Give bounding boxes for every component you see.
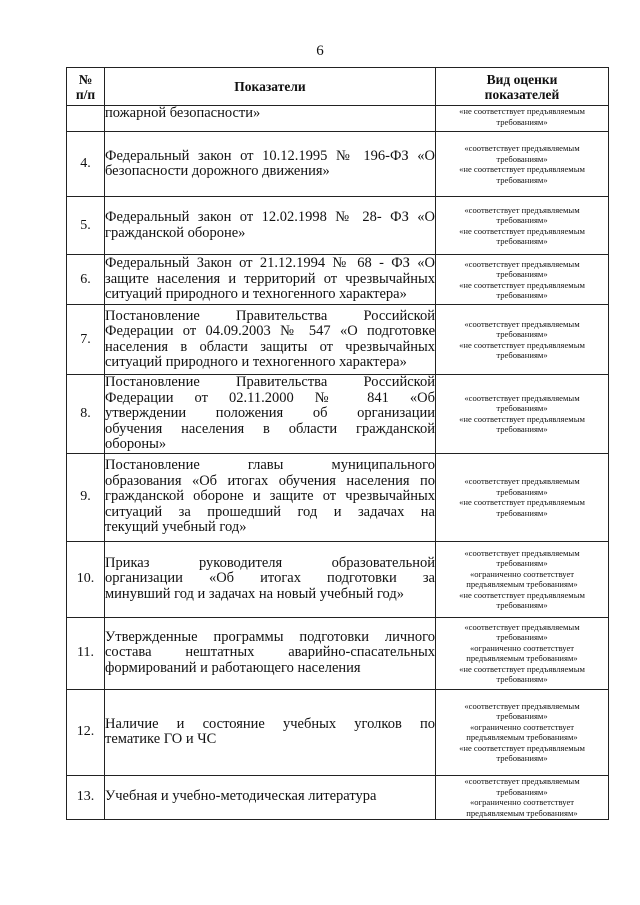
evaluation-text-line: требованиям»	[496, 507, 548, 518]
indicator-text-line: ситуаций природного и техногенного характера»	[105, 354, 407, 370]
indicator-text-line: Федеральный закон от 12.02.1998 № 28- ФЗ «О	[105, 209, 435, 225]
table-row	[67, 197, 609, 255]
indicator-cell	[105, 132, 436, 197]
indicator-text-line: организации «Об итогах подготовки за	[105, 570, 435, 587]
evaluation-text-line: требованиям»	[496, 424, 548, 435]
indicator-cell	[105, 197, 436, 255]
row-number: 4.	[67, 132, 105, 197]
table-row	[67, 775, 609, 819]
evaluation-text-line: «соответствует предъявляемым	[464, 700, 580, 711]
indicator-text-line: текущий учебный год»	[105, 519, 247, 536]
indicator-text-line: ситуаций за прошедший год и задачах на	[105, 503, 435, 520]
row-number: 12.	[67, 689, 105, 775]
evaluation-text-line: «не соответствует предъявляемым	[459, 164, 585, 174]
evaluation-text-line: предъявляемым требованиям»	[466, 579, 578, 589]
indicator-text-line: пожарной безопасности»	[105, 105, 261, 121]
evaluation-text-line: требованиям»	[496, 350, 548, 360]
evaluation-text-line: «соответствует предъявляемым	[464, 476, 580, 486]
table-row	[67, 375, 609, 454]
indicator-text-line: защите населения и территорий от чрезвычайных	[105, 270, 435, 287]
evaluation-text-line: «соответствует предъявляемым	[464, 258, 580, 269]
table-row	[67, 689, 609, 775]
indicator-cell	[105, 375, 436, 454]
table-row	[67, 305, 609, 375]
evaluation-cell	[436, 541, 609, 617]
indicator-cell	[105, 106, 436, 132]
evaluation-text-line: «не соответствует предъявляемым	[459, 589, 585, 600]
indicator-cell	[105, 305, 436, 375]
evaluation-text-line: «ограниченно соответствует	[469, 568, 575, 579]
row-number: 9.	[67, 453, 105, 541]
evaluation-cell	[436, 305, 609, 375]
indicator-cell	[105, 453, 436, 541]
table-row	[67, 453, 609, 541]
row-number: 10.	[67, 541, 105, 617]
indicator-text-line: тематике ГО и ЧС	[105, 731, 217, 747]
table-row	[67, 617, 609, 689]
evaluation-text-line: «ограниченно соответствует	[469, 642, 575, 653]
indicator-text-line: Утвержденные программы подготовки личного	[105, 628, 435, 645]
table-row	[67, 106, 609, 132]
indicator-text-line: состава нештатных аварийно-спасательных	[105, 644, 435, 661]
evaluation-text-line: «не соответствует предъявляемым	[459, 339, 585, 350]
row-number	[67, 106, 105, 132]
evaluation-text-line: «не соответствует предъявляемым	[459, 663, 585, 674]
evaluation-text-line: предъявляемым требованиям»	[466, 653, 578, 663]
indicator-text-line: образования «Об итогах обучения населения по	[105, 472, 435, 489]
evaluation-text-line: «соответствует предъявляемым	[464, 776, 580, 786]
evaluation-text-line: «соответствует предъявляемым	[464, 392, 580, 403]
indicator-text-line: формирований и работающего населения	[105, 659, 361, 676]
indicator-text-line: Федерации от 04.09.2003 № 547 «О подготовке	[105, 323, 435, 339]
evaluation-text-line: требованиям»	[496, 236, 548, 246]
column-header-indicators: Показатели	[105, 68, 436, 106]
indicator-text-line: обучения населения в области гражданской	[105, 420, 435, 437]
evaluation-text-line: «соответствует предъявляемым	[464, 621, 580, 632]
evaluation-text-line: требованиям»	[496, 403, 548, 414]
evaluation-cell	[436, 689, 609, 775]
evaluation-text-line: требованиям»	[496, 153, 548, 164]
indicator-cell	[105, 255, 436, 305]
evaluation-cell	[436, 132, 609, 197]
evaluation-text-line: предъявляемым требованиям»	[466, 807, 578, 818]
evaluation-text-line: «соответствует предъявляемым	[464, 204, 580, 215]
page-number: 6	[316, 43, 324, 59]
indicator-text-line: Постановление Правительства Российской	[105, 374, 435, 390]
column-header-evaluation: Вид оценки показателей	[436, 68, 609, 106]
indicator-text-line: гражданской обороне и защите от чрезвычайных	[105, 488, 435, 505]
indicator-text-line: обороны»	[105, 436, 167, 452]
evaluation-cell	[436, 255, 609, 305]
row-number: 7.	[67, 305, 105, 375]
indicator-text-line: Постановление Правительства Российской	[105, 307, 435, 324]
evaluation-text-line: требованиям»	[496, 269, 548, 279]
indicator-text-line: Наличие и состояние учебных уголков по	[105, 715, 435, 732]
indicator-text-line: ситуаций природного и техногенного характера»	[105, 286, 407, 303]
indicator-text-line: утверждении положения об организации	[105, 405, 435, 421]
evaluation-cell	[436, 775, 609, 819]
indicator-cell	[105, 775, 436, 819]
row-number: 5.	[67, 197, 105, 255]
table-row	[67, 255, 609, 305]
column-header-number: № п/п	[67, 68, 105, 106]
evaluation-text-line: предъявляемым требованиям»	[466, 732, 578, 742]
evaluation-text-line: «ограниченно соответствует	[469, 721, 575, 732]
evaluation-text-line: «соответствует предъявляемым	[464, 143, 580, 153]
evaluation-text-line: «не соответствует предъявляемым	[459, 742, 585, 753]
indicator-text-line: минувший год и задачах на новый учебный год»	[105, 585, 404, 602]
evaluation-text-line: требованиям»	[496, 174, 548, 185]
evaluation-text-line: требованиям»	[496, 558, 548, 568]
evaluation-cell	[436, 197, 609, 255]
evaluation-text-line: «не соответствует предъявляемым	[459, 225, 585, 236]
table-header-row	[67, 68, 609, 106]
indicator-cell	[105, 617, 436, 689]
evaluation-text-line: «соответствует предъявляемым	[464, 318, 580, 329]
indicator-cell	[105, 541, 436, 617]
evaluation-text-line: требованиям»	[496, 486, 548, 497]
indicator-text-line: населения в области защиты от чрезвычайных	[105, 338, 435, 355]
evaluation-text-line: требованиям»	[496, 632, 548, 642]
indicator-text-line: гражданской обороне»	[105, 224, 246, 241]
evaluation-text-line: требованиям»	[496, 329, 548, 339]
evaluation-text-line: требованиям»	[496, 753, 548, 763]
evaluation-text-line: «не соответствует предъявляемым	[459, 106, 585, 116]
evaluation-text-line: требованиям»	[496, 674, 548, 684]
evaluation-text-line: «не соответствует предъявляемым	[459, 413, 585, 424]
evaluation-cell	[436, 453, 609, 541]
indicator-text-line: Постановление главы муниципального	[105, 457, 435, 474]
evaluation-text-line: требованиям»	[496, 711, 548, 721]
row-number: 6.	[67, 255, 105, 305]
row-number: 11.	[67, 617, 105, 689]
evaluation-text-line: требованиям»	[496, 290, 548, 300]
indicator-text-line: Федеральный закон от 10.12.1995 № 196-ФЗ «О	[105, 147, 435, 164]
indicators-table	[66, 67, 609, 820]
evaluation-text-line: «ограниченно соответствует	[469, 797, 575, 807]
table-row	[67, 132, 609, 197]
indicator-cell	[105, 689, 436, 775]
evaluation-text-line: «соответствует предъявляемым	[464, 547, 580, 558]
evaluation-text-line: «не соответствует предъявляемым	[459, 279, 585, 290]
evaluation-cell	[436, 106, 609, 132]
evaluation-text-line: требованиям»	[496, 786, 548, 797]
indicator-text-line: Приказ руководителя образовательной	[105, 554, 435, 571]
evaluation-text-line: «не соответствует предъявляемым	[459, 497, 585, 507]
evaluation-cell	[436, 617, 609, 689]
indicator-text-line: Федеральный Закон от 21.12.1994 № 68 - ФЗ «О	[105, 255, 435, 272]
row-number: 13.	[67, 775, 105, 819]
indicator-text-line: Федерации от 02.11.2000 № 841 «Об	[105, 389, 435, 406]
table-row	[67, 541, 609, 617]
row-number: 8.	[67, 375, 105, 454]
evaluation-text-line: требованиям»	[496, 215, 548, 225]
evaluation-text-line: требованиям»	[496, 116, 548, 127]
indicator-text-line: безопасности дорожного движения»	[105, 163, 330, 179]
evaluation-cell	[436, 375, 609, 454]
evaluation-text-line: требованиям»	[496, 600, 548, 610]
indicator-text-line: Учебная и учебно-методическая литература	[105, 788, 377, 805]
